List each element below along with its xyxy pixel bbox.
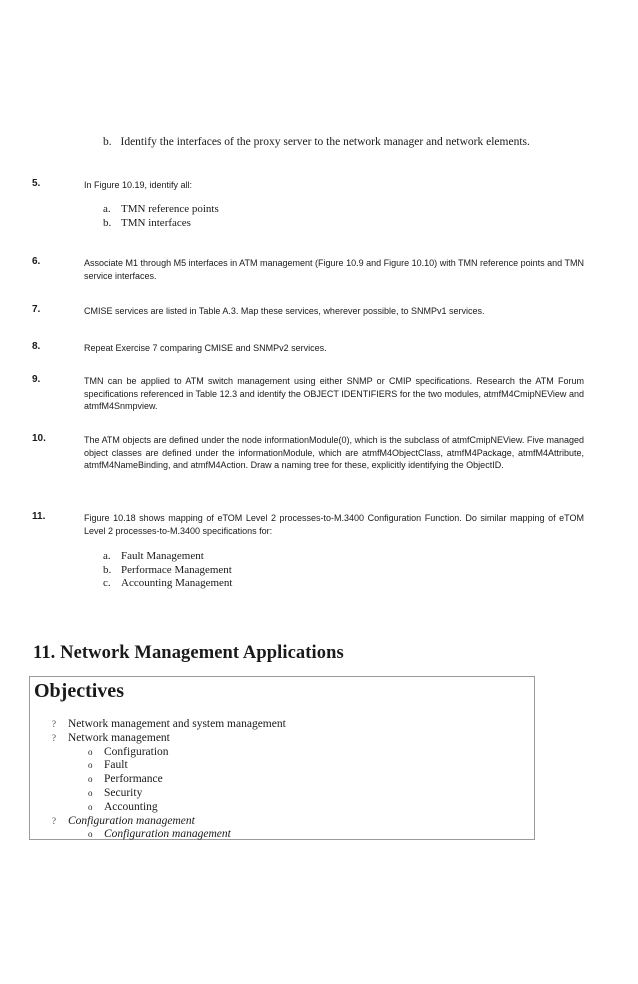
objective-item — [52, 718, 286, 732]
bullet-icon: o — [88, 801, 93, 812]
subitem — [103, 203, 219, 217]
subitem-marker: a. — [103, 550, 111, 562]
bullet-icon: o — [88, 774, 93, 785]
exercise-number: 7. — [32, 304, 41, 315]
subitem-text: Fault Management — [121, 550, 204, 562]
exercise-text: Associate M1 through M5 interfaces in ATM management (Figure 10.9 and Figure 10.10) with TMN reference points and TMN service interfaces. — [84, 258, 584, 281]
objective-text: Performance — [104, 773, 163, 786]
exercise-number: 11. — [32, 511, 46, 522]
bullet-icon: ? — [52, 732, 56, 743]
exercise-number: 5. — [32, 178, 41, 189]
subitem-marker: a. — [103, 203, 111, 215]
objective-subitem — [52, 773, 286, 787]
objective-text: Configuration management — [104, 828, 231, 841]
exercise-subitems — [103, 550, 233, 591]
objective-subitem — [52, 787, 286, 801]
subitem-marker: b. — [103, 563, 112, 576]
objective-text: Configuration — [104, 745, 169, 758]
objectives-title: Objectives — [34, 680, 124, 702]
objective-item — [52, 815, 286, 829]
objective-text: Network management and system management — [68, 718, 286, 730]
objective-text: Network management — [68, 731, 170, 744]
objectives-list — [52, 718, 286, 842]
bullet-icon: o — [88, 746, 93, 757]
chapter-title: 11. Network Management Applications — [33, 643, 344, 663]
subitem — [103, 564, 233, 578]
objective-subitem — [52, 759, 286, 773]
subitem — [103, 550, 233, 564]
subitem-text: Identify the interfaces of the proxy server to the network manager and network elements. — [120, 136, 530, 148]
subitem-text: TMN interfaces — [121, 216, 191, 229]
exercise-text: TMN can be applied to ATM switch management using either SNMP or CMIP specifications. Research the ATM Forum specifications referenced in Table 12.3 and identify the OBJECT IDENTIFIERS for the two modules, atmfM4CmipNEView and atmfM4Snmpview. — [84, 376, 584, 411]
exercise-number: 6. — [32, 256, 41, 267]
objective-subitem — [52, 828, 286, 842]
objective-text: Configuration management — [68, 814, 195, 827]
exercise-text: CMISE services are listed in Table A.3. Map these services, wherever possible, to SNMPv1 services. — [84, 306, 485, 316]
objective-item — [52, 732, 286, 746]
exercise-text: The ATM objects are defined under the node informationModule(0), which is the subclass of atmfCmipNEView. Five managed object classes are defined under the informationModule, which are atmfM4ObjectClass, atmfM4Package, atmfM4Attribute, atmfM4NameBinding, and atmfM4Action. Draw a naming tree for these, explicitly identifying the ObjectID. — [84, 435, 584, 470]
exercise-number: 10. — [32, 433, 46, 444]
subitem-text: Performace Management — [121, 563, 232, 576]
subitem-text: TMN reference points — [121, 203, 219, 215]
subitem — [103, 577, 233, 591]
subitem-marker: b. — [103, 216, 112, 229]
bullet-icon: o — [88, 787, 93, 798]
objective-text: Security — [104, 786, 143, 799]
subitem-text: Accounting Management — [121, 577, 233, 589]
exercise-text: Repeat Exercise 7 comparing CMISE and SNMPv2 services. — [84, 343, 327, 353]
objective-subitem — [52, 746, 286, 760]
exercise-subitems — [103, 203, 219, 230]
exercise-number: 9. — [32, 374, 41, 385]
bullet-icon: ? — [52, 719, 56, 729]
exercise-text: Figure 10.18 shows mapping of eTOM Level 2 processes-to-M.3400 Configuration Function. Do similar mapping of eTOM Level 2 processes-to-M.3400 specifications for: — [84, 513, 584, 536]
subitem-marker: b. — [103, 136, 112, 148]
subitem — [103, 217, 219, 231]
objective-text: Accounting — [104, 800, 158, 813]
bullet-icon: ? — [52, 815, 56, 826]
exercise-4-subitem-b — [103, 136, 530, 148]
objective-text: Fault — [104, 759, 128, 772]
objective-subitem — [52, 801, 286, 815]
subitem-marker: c. — [103, 577, 111, 589]
bullet-icon: o — [88, 760, 93, 771]
exercise-text: In Figure 10.19, identify all: — [84, 180, 193, 190]
bullet-icon: o — [88, 829, 93, 840]
exercise-number: 8. — [32, 341, 41, 352]
